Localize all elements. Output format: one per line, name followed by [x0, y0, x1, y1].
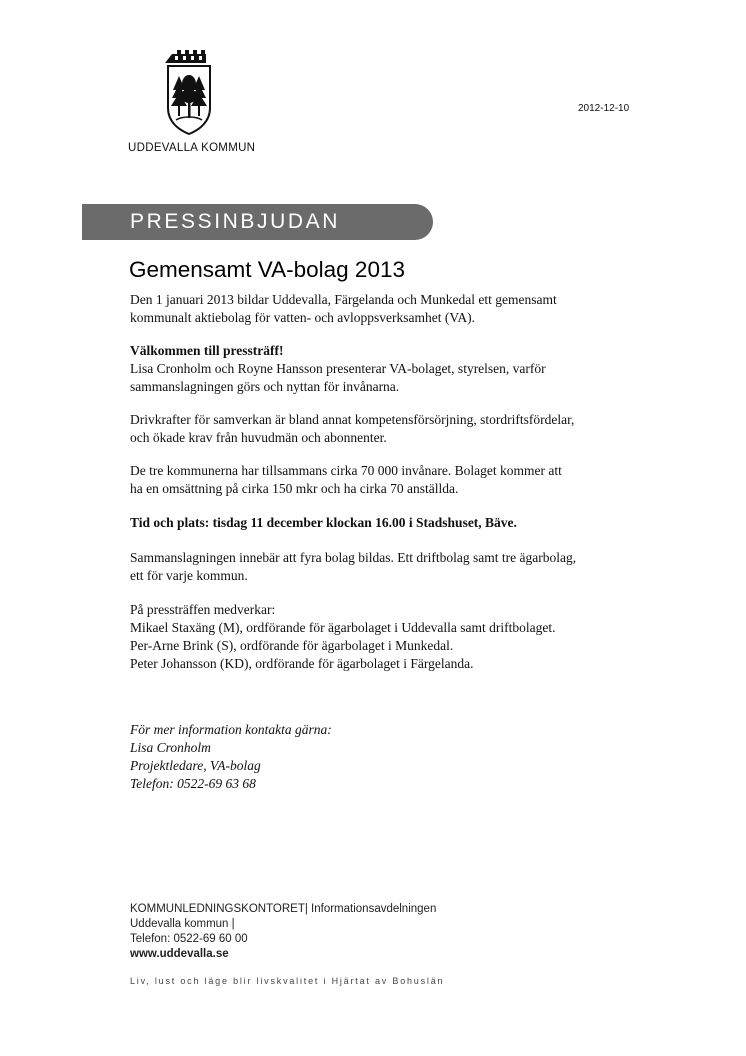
press-invitation-banner — [82, 204, 433, 240]
organization-name: UDDEVALLA KOMMUN — [128, 142, 256, 154]
list-item: Per-Arne Brink (S), ordförande för ägarbolaget i Munkedal. — [130, 638, 454, 653]
list-item: Peter Johansson (KD), ordförande för ägarbolaget i Färgelanda. — [130, 656, 474, 671]
text-line: kommunalt aktiebolag för vatten- och avloppsverksamhet (VA). — [130, 310, 476, 325]
text-line: och ökade krav från huvudmän och abonnenter. — [130, 430, 387, 445]
text-line: Den 1 januari 2013 bildar Uddevalla, Färgelanda och Munkedal ett gemensamt — [130, 292, 557, 307]
text-line: Telefon: 0522-69 63 68 — [130, 776, 256, 791]
merger-paragraph — [130, 549, 576, 585]
text-line: Lisa Cronholm och Royne Hansson presenterar VA-bolaget, styrelsen, varför — [130, 361, 546, 376]
contact-block — [130, 721, 332, 793]
footer-department: KOMMUNLEDNINGSKONTORET| Informationsavdelningen — [130, 903, 437, 915]
text-line: För mer information kontakta gärna: — [130, 722, 332, 737]
text-line: Lisa Cronholm — [130, 740, 211, 755]
welcome-section — [130, 342, 546, 396]
website-link[interactable]: www.uddevalla.se — [130, 948, 229, 960]
time-place-paragraph — [130, 514, 517, 532]
footer — [130, 902, 436, 962]
footer-phone: Telefon: 0522-69 60 00 — [130, 933, 248, 945]
list-item: Mikael Staxäng (M), ordförande för ägarbolaget i Uddevalla samt driftbolaget. — [130, 620, 556, 635]
text-line: ett för varje kommun. — [130, 568, 248, 583]
text-line: De tre kommunerna har tillsammans cirka 70 000 invånare. Bolaget kommer att — [130, 463, 562, 478]
intro-paragraph — [130, 291, 557, 327]
coat-of-arms-icon — [164, 50, 214, 138]
text-line: Drivkrafter för samverkan är bland annat kompetensförsörjning, stordriftsfördelar, — [130, 412, 575, 427]
text-line: Projektledare, VA-bolag — [130, 758, 261, 773]
tagline: Liv, lust och läge blir livskvalitet i Hjärtat av Bohuslän — [130, 976, 445, 986]
page-title: Gemensamt VA-bolag 2013 — [129, 257, 405, 282]
text-line: ha en omsättning på cirka 150 mkr och ha cirka 70 anställda. — [130, 481, 459, 496]
participants-list — [130, 601, 555, 673]
list-item: På pressträffen medverkar: — [130, 602, 276, 617]
document-date: 2012-12-10 — [578, 103, 630, 114]
welcome-heading: Välkommen till pressträff! — [130, 343, 284, 358]
banner-label: PRESSINBJUDAN — [130, 210, 341, 233]
time-place-line: Tid och plats: tisdag 11 december klockan 16.00 i Stadshuset, Bäve. — [130, 515, 517, 530]
footer-municipality: Uddevalla kommun | — [130, 918, 235, 930]
facts-paragraph — [130, 462, 562, 498]
text-line: Sammanslagningen innebär att fyra bolag bildas. Ett driftbolag samt tre ägarbolag, — [130, 550, 577, 565]
drivers-paragraph — [130, 411, 574, 447]
text-line: sammanslagningen görs och nyttan för invånarna. — [130, 379, 400, 394]
